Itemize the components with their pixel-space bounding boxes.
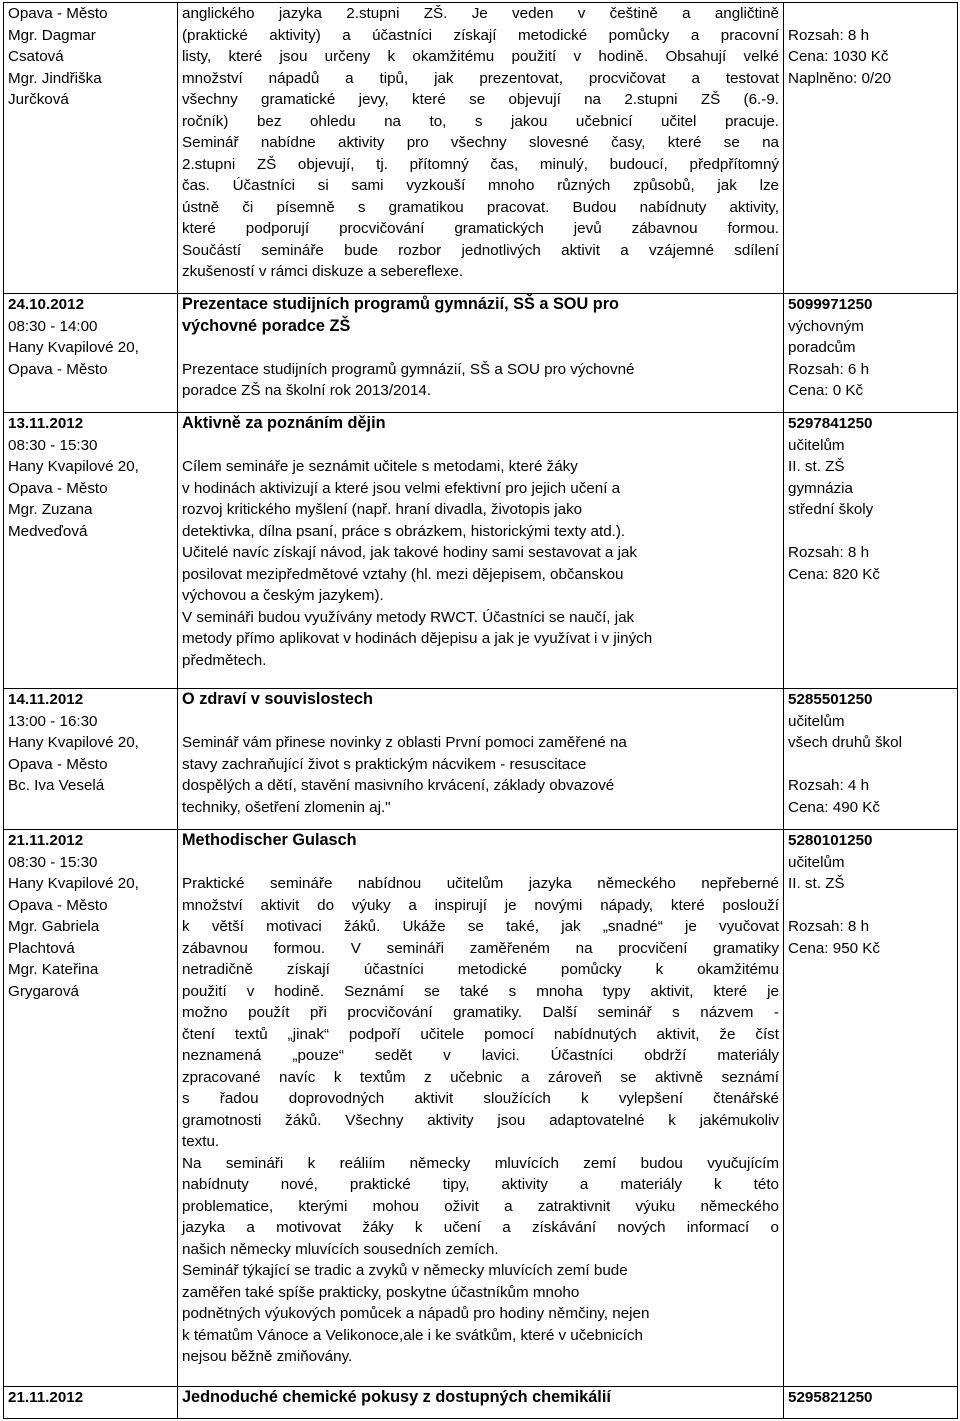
description-line: čas. Účastníci si sami vyzkouší mnoho různých způsobů, jak lze — [182, 177, 779, 194]
course-info-cell — [4, 413, 178, 689]
description-line: Na semináři k reáliím německy mluvících zemí budou vyučujícím — [182, 1154, 779, 1172]
lecturer-line: Medveďová — [8, 522, 88, 540]
venue-line: Hany Kvapilové 20, — [8, 734, 139, 751]
description-line: metody přímo aplikovat v hodinách dějepisu a jak je využívat i v jiných — [182, 630, 653, 647]
lecturer-line: Mgr. Dagmar — [8, 26, 96, 44]
course-date: 21.11.2012 — [8, 1389, 84, 1406]
lecturer-line: Mgr. Kateřina — [8, 961, 99, 978]
description-line: Součástí semináře bude rozbor jednotlivých aktivit a vzájemné sdílení — [182, 241, 779, 259]
description-line: čtení textů „jinak“ podpoří učitele pomocí nabídnutých aktivit, že číst — [182, 1025, 779, 1043]
course-code: 5280101250 — [788, 832, 873, 849]
lecturer-line: Mgr. Zuzana — [8, 501, 93, 518]
audience-line: II. st. ZŠ — [788, 458, 845, 475]
description-line: podnětných výukových pomůcek a nápadů pro hodiny němčiny, nejen — [182, 1305, 650, 1322]
price-label: Cena: 1030 Kč — [788, 48, 889, 65]
course-meta-cell — [784, 689, 958, 830]
description-line: listy, které jsou určeny k okamžitému použití v hodině. Obsahují velké — [182, 48, 779, 65]
course-date: 24.10.2012 — [8, 296, 85, 313]
description-line: množství nápadů a tipů, jak prezentovat, procvičovat a testovat — [182, 69, 779, 87]
course-description-cell — [178, 689, 784, 830]
venue-line: Opava - Město — [8, 896, 108, 914]
description-line: Prezentace studijních programů gymnázií, SŠ a SOU pro výchovné — [182, 360, 635, 378]
course-info-cell — [4, 830, 178, 1387]
description-line: poradce ZŠ na školní rok 2013/2014. — [182, 382, 432, 399]
course-title: výchovné poradce ZŠ — [182, 316, 351, 335]
price-label: Cena: 0 Kč — [788, 382, 864, 399]
venue-line: Opava - Město — [8, 360, 108, 378]
description-line: které podporují procvičování gramatických jevů zábavnou formou. — [182, 220, 779, 237]
course-row — [4, 830, 958, 1387]
course-date: 14.11.2012 — [8, 691, 84, 708]
description-line: s řadou doprovodných aktivit sloužících k vylepšení čtenářské — [182, 1090, 779, 1107]
course-code: 5297841250 — [788, 415, 873, 432]
course-info-cell — [4, 294, 178, 413]
lecturer-line: Mgr. Jindřiška — [8, 69, 102, 87]
description-line: detektivka, dílna psaní, práce s obrázkem, historickými texty atd.). — [182, 522, 626, 540]
price-label: Cena: 950 Kč — [788, 939, 881, 957]
description-line: ústně či písemně s gramatikou pracovat. Budou nabídnuty aktivity, — [182, 198, 779, 216]
description-line: našich německy mluvících sousedních zemích. — [182, 1240, 499, 1258]
venue-line: Hany Kvapilové 20, — [8, 458, 139, 475]
description-line: gramotnosti žáků. Všechny aktivity jsou adaptovatelné k jakémukoliv — [182, 1111, 779, 1129]
venue-line: Opava - Město — [8, 755, 108, 773]
price-label: Cena: 820 Kč — [788, 565, 881, 583]
description-line: všechny gramatické jevy, které se objevují na 2.stupni ZŠ (6.-9. — [182, 91, 779, 108]
course-date: 13.11.2012 — [8, 415, 84, 432]
description-line: ročník) bez ohledu na to, s jakou učebnicí učitel pracuje. — [182, 112, 779, 130]
course-code: 5295821250 — [788, 1389, 873, 1406]
description-line: problematice, kterými mohou oživit a zatraktivnit výuku německého — [182, 1197, 779, 1215]
duration-label: Rozsah: 4 h — [788, 777, 870, 794]
description-line: nabídnuty nové, praktické tipy, aktivity a materiály k této — [182, 1176, 779, 1193]
venue-line: Opava - Město — [8, 479, 108, 497]
course-title: Prezentace studijních programů gymnázií, SŠ a SOU pro — [182, 295, 619, 313]
description-line: stavy zachraňující život s praktickým nácvikem - resuscitace — [182, 755, 587, 773]
course-row — [4, 1387, 958, 1419]
audience-line: poradcům — [788, 339, 856, 356]
description-line: Cílem semináře je seznámit učitele s metodami, které žáky — [182, 458, 578, 475]
course-catalog-table — [3, 2, 958, 1419]
description-line: (praktické aktivity) a účastníci získají metodické pomůcky a pracovní — [182, 26, 779, 44]
description-line: Učitelé navíc získají návod, jak takové hodiny sami sestavovat a jak — [182, 544, 638, 561]
course-code: 5285501250 — [788, 691, 873, 708]
course-info-cell — [4, 3, 178, 294]
description-line: možno použít při procvičování gramatiky. Další seminář s názvem - — [182, 1004, 779, 1021]
course-time: 08:30 - 15:30 — [8, 853, 98, 871]
description-line: zaměřen také spíše prakticky, poskytne účastníkům mnoho — [182, 1283, 580, 1301]
description-line: techniky, ošetření zlomenin aj." — [182, 798, 391, 816]
description-line: neznamená „pouze“ sedět v lavici. Účastníci obdrží materiály — [182, 1047, 779, 1064]
lecturer-line: Plachtová — [8, 939, 75, 957]
course-description-cell — [178, 1387, 784, 1419]
capacity-label: Naplněno: 0/20 — [788, 69, 892, 87]
audience-line: učitelům — [788, 712, 845, 730]
course-row — [4, 3, 958, 294]
duration-label: Rozsah: 6 h — [788, 360, 870, 378]
spacer — [788, 754, 953, 776]
venue-line: Hany Kvapilové 20, — [8, 339, 139, 356]
audience-line: výchovným — [788, 317, 864, 335]
description-line: Seminář týkající se tradic a zvyků v německy mluvících zemí bude — [182, 1262, 628, 1279]
course-title: Methodischer Gulasch — [182, 831, 357, 849]
course-title: Aktivně za poznáním dějin — [182, 414, 386, 432]
course-meta-cell — [784, 294, 958, 413]
venue-line: Hany Kvapilové 20, — [8, 875, 139, 892]
description-line: anglického jazyka 2.stupni ZŠ. Je veden v češtině a angličtině — [182, 5, 779, 22]
description-line: netradičně získají účastníci metodické pomůcky k okamžitému — [182, 961, 779, 978]
description-line: zkušeností v rámci diskuze a sebereflexe. — [182, 263, 464, 280]
venue-line: Opava - Město — [8, 5, 108, 22]
course-title: Jednoduché chemické pokusy z dostupných chemikálií — [182, 1388, 611, 1406]
description-line: nejsou běžně zmiňovány. — [182, 1348, 353, 1365]
course-time: 13:00 - 16:30 — [8, 712, 98, 730]
description-line: použití v hodině. Seznámí se také s mnoha typy aktivit, které je — [182, 982, 779, 1000]
spacer — [788, 3, 953, 25]
description-line: Seminář vám přinese novinky z oblasti První pomoci zaměřené na — [182, 734, 627, 751]
description-line: textu. — [182, 1133, 220, 1150]
spacer — [788, 521, 953, 543]
spacer — [788, 895, 953, 917]
course-description-cell — [178, 3, 784, 294]
description-line: posilovat mezipředmětové vztahy (hl. mezi dějepisem, občanskou — [182, 565, 624, 583]
course-time: 08:30 - 15:30 — [8, 436, 98, 454]
description-line: jazyka a motivovat žáky k učení a získávání nových informací o — [182, 1219, 779, 1236]
course-meta-cell — [784, 1387, 958, 1419]
description-line: V semináři budou využívány metody RWCT. Účastníci se naučí, jak — [182, 608, 635, 626]
audience-line: všech druhů škol — [788, 734, 902, 751]
course-meta-cell — [784, 3, 958, 294]
price-label: Cena: 490 Kč — [788, 798, 881, 816]
description-line: 2.stupni ZŠ objevují, tj. přítomný čas, minulý, budoucí, předpřítomný — [182, 155, 779, 173]
course-description-cell — [178, 413, 784, 689]
description-line: Seminář nabídne aktivity pro všechny slovesné časy, které se na — [182, 134, 779, 151]
description-line: rozvoj kritického myšlení (např. hraní divadla, životopis jako — [182, 501, 583, 518]
duration-label: Rozsah: 8 h — [788, 26, 870, 44]
description-line: zpracované navíc k textům z učebnic a zároveň se aktivně seznámí — [182, 1068, 779, 1086]
course-description-cell — [178, 830, 784, 1387]
description-line: k větší motivaci žáků. Ukáže se také, jak „snadné“ je vyučovat — [182, 918, 779, 935]
course-info-cell — [4, 689, 178, 830]
audience-line: učitelům — [788, 436, 845, 454]
duration-label: Rozsah: 8 h — [788, 918, 870, 935]
description-line: dospělých a dětí, stavění masivního krvácení, základy obvazové — [182, 777, 615, 794]
course-code: 5099971250 — [788, 296, 873, 313]
audience-line: gymnázia — [788, 479, 853, 497]
course-info-cell — [4, 1387, 178, 1419]
duration-label: Rozsah: 8 h — [788, 544, 870, 561]
description-line: předmětech. — [182, 651, 267, 669]
course-meta-cell — [784, 413, 958, 689]
audience-line: II. st. ZŠ — [788, 875, 845, 892]
course-row — [4, 689, 958, 830]
description-line: v hodinách aktivizují a které jsou velmi efektivní pro jejich učení a — [182, 479, 621, 497]
lecturer-line: Mgr. Gabriela — [8, 918, 100, 935]
description-line: zábavnou formou. V semináři zaměřeném na procvičení gramatiky — [182, 939, 779, 957]
course-time: 08:30 - 14:00 — [8, 317, 98, 335]
description-line: Praktické semináře nabídnou učitelům jazyka německého nepřeberné — [182, 875, 779, 892]
course-description-cell — [178, 294, 784, 413]
course-date: 21.11.2012 — [8, 832, 84, 849]
course-row — [4, 294, 958, 413]
course-title: O zdraví v souvislostech — [182, 690, 373, 708]
lecturer-line: Grygarová — [8, 982, 79, 1000]
description-line: k tématům Vánoce a Velikonoce,ale i ke svátkům, které v učebnicích — [182, 1326, 643, 1344]
lecturer-line: Bc. Iva Veselá — [8, 777, 105, 794]
course-row — [4, 413, 958, 689]
lecturer-line: Csatová — [8, 48, 64, 65]
audience-line: učitelům — [788, 853, 845, 871]
course-meta-cell — [784, 830, 958, 1387]
lecturer-line: Jurčková — [8, 91, 69, 108]
audience-line: střední školy — [788, 501, 874, 518]
description-line: výchovou a českým jazykem). — [182, 587, 384, 604]
description-line: množství aktivit do výuky a inspirují je novými nápady, které poslouží — [182, 896, 779, 914]
